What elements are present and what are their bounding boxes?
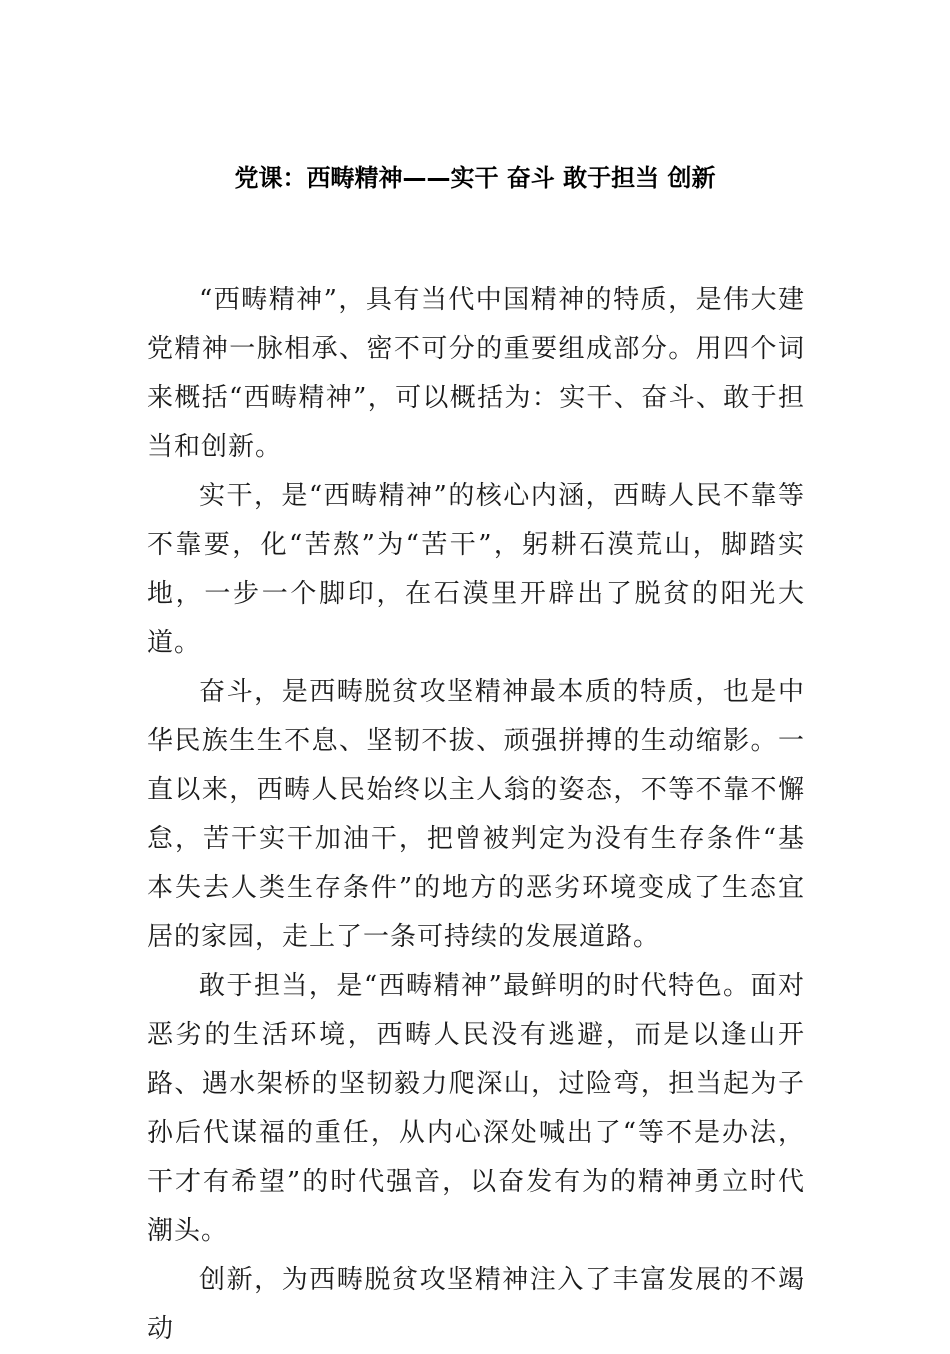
paragraph-4: 敢于担当，是“西畴精神”最鲜明的时代特色。面对恶劣的生活环境，西畴人民没有逃避，而是以逢山开路、遇水架桥的坚韧毅力爬深山，过险弯，担当起为子孙后代谋福的重任，从内心深处喊出了“等不是办法，干才有希望”的时代强音，以奋发有为的精神勇立时代潮头。 (147, 971, 805, 1246)
document-title: 党课：西畴精神——实干 奋斗 敢于担当 创新 (234, 164, 716, 192)
paragraph-5: 创新，为西畴脱贫攻坚精神注入了丰富发展的不竭动 (147, 1265, 805, 1344)
paragraph-3: 奋斗，是西畴脱贫攻坚精神最本质的特质，也是中华民族生生不息、坚韧不拔、顽强拼搏的生动缩影。一直以来，西畴人民始终以主人翁的姿态，不等不靠不懈怠，苦干实干加油干，把曾被判定为没有生存条件“基本失去人类生存条件”的地方的恶劣环境变成了生态宜居的家园，走上了一条可持续的发展道路。 (147, 677, 805, 952)
paragraph-2: 实干，是“西畴精神”的核心内涵，西畴人民不靠等不靠要，化“苦熬”为“苦干”，躬耕石漠荒山，脚踏实地，一步一个脚印，在石漠里开辟出了脱贫的阳光大道。 (147, 481, 805, 658)
paragraph-1: “西畴精神”，具有当代中国精神的特质，是伟大建党精神一脉相承、密不可分的重要组成部分。用四个词来概括“西畴精神”，可以概括为：实干、奋斗、敢于担当和创新。 (147, 285, 805, 462)
document-body (147, 276, 805, 1354)
